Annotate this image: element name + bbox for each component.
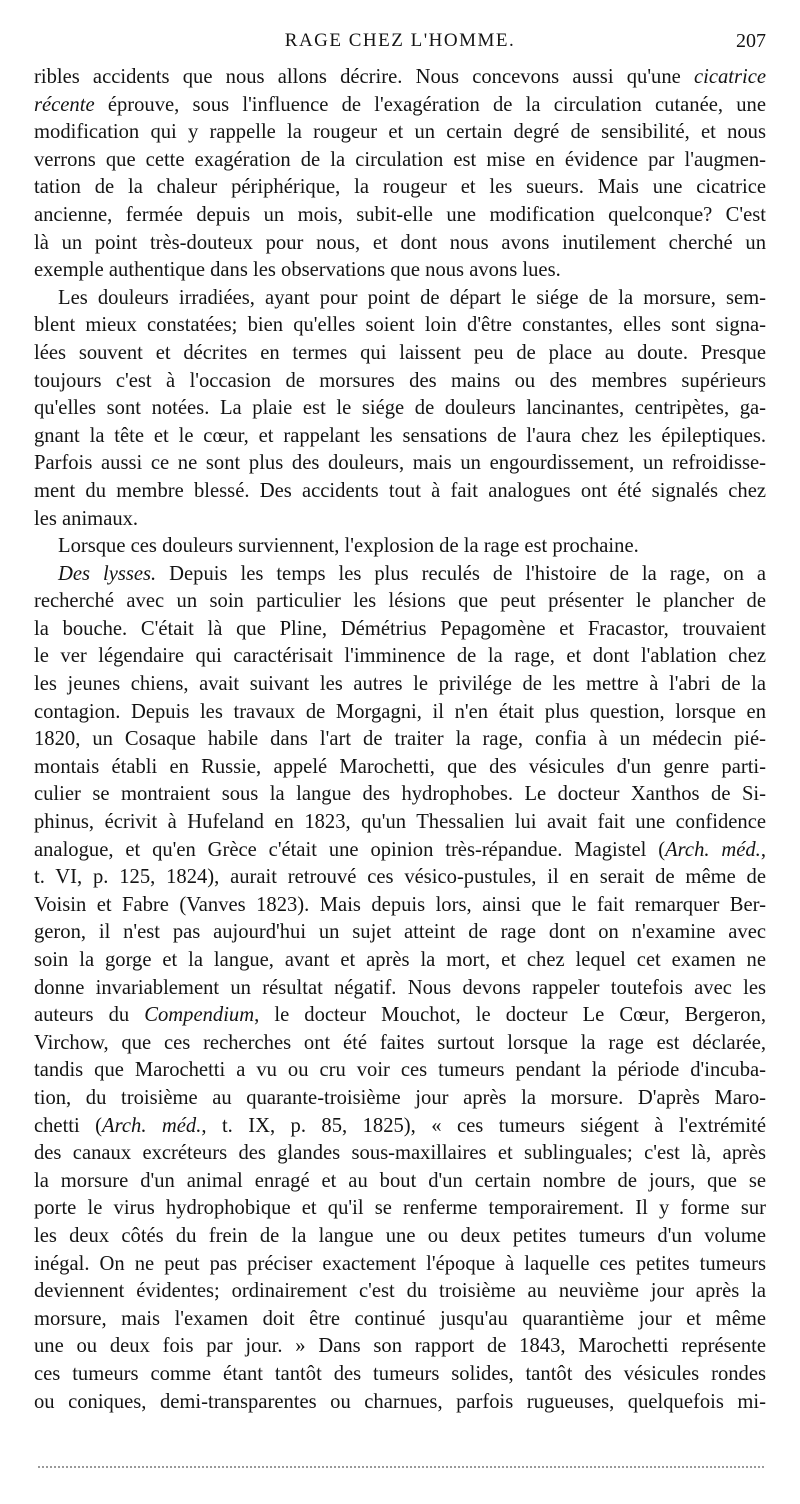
text-line bbox=[34, 1278, 766, 1306]
text-span: porte le virus hydrophobique et qu'il se renferme temporairement. Il y forme sur bbox=[34, 1197, 766, 1220]
body-text bbox=[34, 64, 766, 1416]
text-line bbox=[34, 1030, 766, 1058]
text-line bbox=[34, 230, 766, 258]
page-number: 207 bbox=[736, 30, 766, 52]
text-span: qu'elles sont notées. La plaie est le siége de douleurs lancinantes, centripètes, ga- bbox=[34, 397, 766, 420]
text-line bbox=[34, 1333, 766, 1361]
text-span: t. VI, p. 125, 1824), aurait retrouvé ces vésico-pustules, il en serait de même de bbox=[34, 866, 766, 889]
text-span: les animaux. bbox=[34, 507, 139, 530]
text-line bbox=[34, 1389, 766, 1417]
footer-dotted-rule bbox=[38, 1466, 764, 1468]
text-line bbox=[34, 1306, 766, 1334]
text-line bbox=[34, 809, 766, 837]
text-line bbox=[34, 395, 766, 423]
italic-text: Arch. méd. bbox=[102, 1114, 202, 1137]
text-span: contagion. Depuis les travaux de Morgagni, il n'en était plus question, lorsque en bbox=[34, 700, 766, 723]
text-line bbox=[34, 671, 766, 699]
text-span: lées souvent et décrites en termes qui laissent peu de place au doute. Presque bbox=[34, 341, 766, 364]
text-line bbox=[34, 506, 766, 534]
text-span: 1820, un Cosaque habile dans l'art de traiter la rage, confia à un médecin pié- bbox=[34, 728, 766, 751]
italic-text: Des lysses. bbox=[58, 562, 157, 585]
text-line bbox=[34, 1113, 766, 1141]
page-header bbox=[34, 30, 766, 56]
text-span: blent mieux constatées; bien qu'elles soient loin d'être constantes, elles sont signa- bbox=[34, 314, 766, 337]
text-line bbox=[34, 423, 766, 451]
text-span: les deux côtés du frein de la langue une ou deux petites tumeurs d'un volume bbox=[34, 1224, 766, 1247]
text-span: verrons que cette exagération de la circulation est mise en évidence par l'augmen- bbox=[34, 148, 766, 171]
text-line bbox=[34, 643, 766, 671]
text-line bbox=[34, 837, 766, 865]
text-span: inégal. On ne peut pas préciser exactement l'époque à laquelle ces petites tumeurs bbox=[34, 1252, 766, 1275]
italic-text: récente bbox=[34, 93, 95, 116]
text-span: la morsure d'un animal enragé et au bout d'un certain nombre de jours, que se bbox=[34, 1169, 766, 1192]
text-line bbox=[34, 119, 766, 147]
text-line bbox=[34, 147, 766, 175]
text-line bbox=[34, 450, 766, 478]
text-line bbox=[34, 892, 766, 920]
text-line bbox=[34, 754, 766, 782]
text-span: Depuis les temps les plus reculés de l'histoire de la rage, on a bbox=[156, 562, 766, 585]
text-line bbox=[34, 1057, 766, 1085]
text-span: Les douleurs irradiées, ayant pour point de départ le siége de la morsure, sem- bbox=[58, 286, 766, 309]
text-span: auteurs du bbox=[34, 1004, 145, 1027]
text-span: des canaux excréteurs des glandes sous-maxillaires et sublinguales; c'est là, après bbox=[34, 1142, 766, 1165]
text-span: modification qui y rappelle la rougeur et un certain degré de sensibilité, et nous bbox=[34, 121, 766, 144]
text-span: gnant la tête et le cœur, et rappelant les sensations de l'aura chez les épileptiques. bbox=[34, 424, 766, 447]
text-line bbox=[34, 616, 766, 644]
text-line bbox=[34, 781, 766, 809]
text-line bbox=[34, 340, 766, 368]
text-span: , t. IX, p. 85, 1825), « ces tumeurs siégent à l'extrémité bbox=[201, 1114, 767, 1137]
text-span: analogue, et qu'en Grèce c'était une opinion très-répandue. Magistel ( bbox=[34, 838, 666, 861]
text-span: les jeunes chiens, avait suivant les autres le privilége de les mettre à l'abri de la bbox=[34, 673, 766, 696]
text-line bbox=[34, 174, 766, 202]
text-span: tion, du troisième au quarante-troisième jour après la morsure. D'après Maro- bbox=[34, 1086, 766, 1109]
text-line bbox=[34, 1168, 766, 1196]
text-line bbox=[34, 1085, 766, 1113]
text-line bbox=[34, 1361, 766, 1389]
text-span: tation de la chaleur périphérique, la rougeur et les sueurs. Mais une cicatrice bbox=[34, 176, 766, 199]
text-span: exemple authentique dans les observations que nous avons lues. bbox=[34, 259, 561, 282]
italic-text: Compendium bbox=[144, 1004, 255, 1027]
text-line bbox=[34, 947, 766, 975]
text-span: ou coniques, demi-transparentes ou charnues, parfois rugueuses, quelquefois mi- bbox=[34, 1390, 766, 1413]
text-line bbox=[34, 368, 766, 396]
text-span: éprouve, sous l'influence de l'exagération de la circulation cutanée, une bbox=[94, 93, 766, 116]
text-line bbox=[34, 1195, 766, 1223]
text-span: montais établi en Russie, appelé Marochetti, que des vésicules d'un genre parti- bbox=[34, 755, 766, 778]
text-span: , bbox=[760, 838, 766, 861]
text-line bbox=[34, 478, 766, 506]
text-line bbox=[34, 312, 766, 340]
text-span: toujours c'est à l'occasion de morsures des mains ou des membres supérieurs bbox=[34, 369, 766, 392]
italic-text: Arch. méd. bbox=[665, 838, 761, 861]
text-span: là un point très-douteux pour nous, et dont nous avons inutilement cherché un bbox=[34, 231, 766, 254]
text-span: Lorsque ces douleurs surviennent, l'explosion de la rage est prochaine. bbox=[58, 535, 639, 558]
text-line bbox=[34, 699, 766, 727]
text-line bbox=[34, 1002, 766, 1030]
text-line bbox=[34, 92, 766, 120]
text-span: Virchow, que ces recherches ont été faites surtout lorsque la rage est déclarée, bbox=[34, 1031, 766, 1054]
text-line bbox=[34, 864, 766, 892]
text-span: ces tumeurs comme étant tantôt des tumeurs solides, tantôt des vésicules rondes bbox=[34, 1362, 766, 1385]
text-span: , le docteur Mouchot, le docteur Le Cœur, Bergeron, bbox=[254, 1004, 766, 1027]
text-span: tandis que Marochetti a vu ou cru voir ces tumeurs pendant la période d'incuba- bbox=[34, 1059, 766, 1082]
text-span: chetti ( bbox=[34, 1114, 103, 1137]
text-span: recherché avec un soin particulier les lésions que peut présenter le plancher de bbox=[34, 590, 766, 613]
text-span: morsure, mais l'examen doit être continué jusqu'au quarantième jour et même bbox=[34, 1307, 766, 1330]
text-line bbox=[34, 561, 766, 589]
text-line bbox=[34, 588, 766, 616]
text-span: ment du membre blessé. Des accidents tout à fait analogues ont été signalés chez bbox=[34, 479, 766, 502]
text-line bbox=[34, 975, 766, 1003]
text-span: culier se montraient sous la langue des hydrophobes. Le docteur Xanthos de Si- bbox=[34, 783, 766, 806]
text-line bbox=[34, 64, 766, 92]
text-span: ribles accidents que nous allons décrire. Nous concevons aussi qu'une bbox=[34, 66, 694, 88]
running-title: RAGE CHEZ L'HOMME. bbox=[284, 30, 516, 51]
text-line bbox=[34, 1251, 766, 1279]
text-line bbox=[34, 919, 766, 947]
text-span: ancienne, fermée depuis un mois, subit-elle une modification quelconque? C'est bbox=[34, 203, 766, 226]
text-line bbox=[34, 1140, 766, 1168]
text-line bbox=[34, 533, 766, 561]
italic-text: cicatrice bbox=[693, 66, 766, 88]
text-line bbox=[34, 202, 766, 230]
text-line bbox=[34, 726, 766, 754]
text-span: phinus, écrivit à Hufeland en 1823, qu'un Thessalien lui avait fait une confidence bbox=[34, 811, 766, 834]
text-span: geron, il n'est pas aujourd'hui un sujet atteint de rage dont on n'examine avec bbox=[34, 921, 766, 944]
text-span: une ou deux fois par jour. » Dans son rapport de 1843, Marochetti représente bbox=[34, 1335, 766, 1358]
text-span: Voisin et Fabre (Vanves 1823). Mais depuis lors, ainsi que le fait remarquer Ber- bbox=[34, 893, 766, 916]
text-line bbox=[34, 257, 766, 285]
text-span: le ver légendaire qui caractérisait l'imminence de la rage, et dont l'ablation chez bbox=[34, 645, 766, 668]
text-span: Parfois aussi ce ne sont plus des douleurs, mais un engourdissement, un refroidisse- bbox=[34, 452, 766, 475]
text-line bbox=[34, 1223, 766, 1251]
text-span: donne invariablement un résultat négatif. Nous devons rappeler toutefois avec les bbox=[34, 976, 766, 999]
text-span: la bouche. C'était là que Pline, Démétrius Pepagomène et Fracastor, trouvaient bbox=[34, 617, 766, 640]
text-span: soin la gorge et la langue, avant et après la mort, et chez lequel cet examen ne bbox=[34, 949, 766, 971]
text-line bbox=[34, 285, 766, 313]
text-span: deviennent évidentes; ordinairement c'est du troisième au neuvième jour après la bbox=[34, 1280, 766, 1303]
